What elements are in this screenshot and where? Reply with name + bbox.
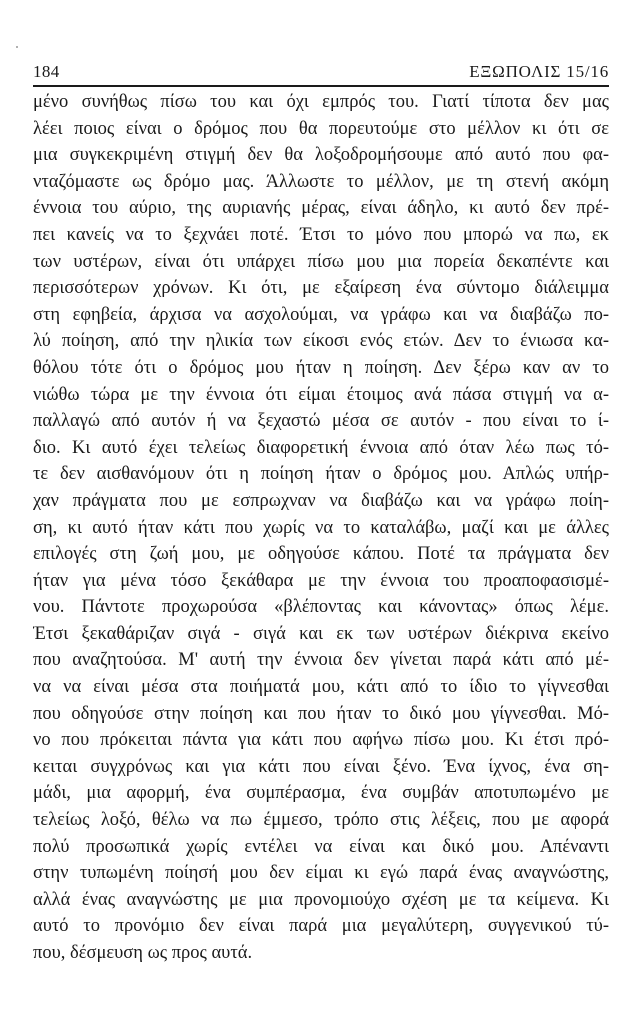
text-line: κειται συγχρόνως και για κάτι που είναι ξένο. Ένα ίχνος, ένα ση- (33, 756, 609, 777)
text-line: στην τυπωμένη ποίησή μου δεν είμαι κι εγώ παρά ένας αναγνώστης, (33, 863, 609, 884)
text-line: που αναζητούσα. Μ' αυτή την έννοια δεν γίνεται παρά κάτι από μέ- (33, 650, 609, 671)
text-line: τε δεν αισθανόμουν ότι η ποίηση ήταν ο δρόμος μου. Απλώς υπήρ- (33, 464, 609, 485)
text-line: διο. Κι αυτό έχει τελείως διαφορετική έννοια από όταν λέω πως τό- (33, 437, 609, 458)
text-line: παλλαγώ από αυτόν ή να ξεχαστώ μέσα σε αυτόν - που είναι το ί- (33, 411, 609, 432)
text-line: θόλου τότε ότι ο δρόμος μου ήταν η ποίηση. Δεν ξέρω καν αν το (33, 357, 609, 378)
page-header (33, 62, 609, 84)
text-line: νταζόμαστε ως δρόμο μας. Άλλωστε το μέλλον, με τη στενή ακόμη (33, 171, 609, 192)
text-line: νο που πρόκειται πάντα για κάτι που αφήνω πίσω μου. Κι έτσι πρό- (33, 730, 609, 751)
text-line: μια συγκεκριμένη στιγμή δεν θα λοξοδρομήσουμε από αυτό που φα- (33, 145, 609, 166)
text-line: μάδι, μια αφορμή, ένα συμπέρασμα, ένα συμβάν αποτυπωμένο με (33, 783, 609, 804)
text-line: ήταν για μένα τόσο ξεκάθαρα με την έννοια του προαποφασισμέ- (33, 570, 609, 591)
text-line: πει κανείς να το ξεχνάει ποτέ. Έτσι το μόνο που μπορώ να πω, εκ (33, 224, 609, 245)
text-line: που, δέσμευση ως προς αυτά. (33, 943, 253, 963)
text-line: που οδηγούσε στην ποίηση και που ήταν το δικό μου γίγνεσθαι. Μό- (33, 703, 609, 724)
text-line: να να είναι μέσα στα ποιήματά μου, κάτι από το ίδιο το γίγνεσθαι (33, 677, 609, 698)
text-line: των υστέρων, είναι ότι υπάρχει πίσω μου μια πορεία δεκαπέντε και (33, 251, 609, 272)
text-line: νιώθω τώρα με την έννοια ότι είμαι έτοιμος ανά πάσα στιγμή να α- (33, 384, 609, 405)
body-text (33, 89, 609, 967)
text-line: τελείως λοξό, θέλω να πω έμμεσο, τρόπο στις λέξεις, που με αφορά (33, 810, 609, 831)
text-line: αλλά ένας αναγνώστης με μια προνομιούχο σχέση με τα κείμενα. Κι (33, 889, 609, 910)
text-line: επιλογές στη ζωή μου, με οδηγούσε κάπου. Ποτέ τα πράγματα δεν (33, 544, 609, 565)
page-number: 184 (33, 62, 60, 81)
text-line: έννοια του αύριο, της αυριανής μέρας, είναι άδηλο, κι αυτό δεν πρέ- (33, 198, 609, 219)
text-line: Έτσι ξεκαθάριζαν σιγά - σιγά και εκ των υστέρων διέκρινα εκείνο (33, 623, 609, 644)
text-line: στη εφηβεία, άρχισα να ασχολούμαι, να γράφω και να διαβάζω πο- (33, 304, 609, 325)
text-line: αυτό το προνόμιο δεν είναι παρά μια μεγαλύτερη, συγγενικού τύ- (33, 916, 609, 937)
header-rule (33, 85, 609, 87)
text-line: ση, κι αυτό ήταν κάτι που χωρίς να το καταλάβω, μαζί και με άλλες (33, 517, 609, 538)
text-line: χαν πράγματα που με εσπρωχναν να διαβάζω και να γράφω ποίη- (33, 490, 609, 511)
text-line: μένο συνήθως πίσω του και όχι εμπρός του. Γιατί τίποτα δεν μας (33, 92, 609, 112)
running-title: ΕΞΩΠΟΛΙΣ 15/16 (469, 62, 609, 81)
text-line: λέει ποιος είναι ο δρόμος που θα πορευτούμε στο μέλλον κι ότι σε (33, 118, 609, 139)
text-line: περισσότερων χρόνων. Κι ότι, με εξαίρεση ένα σύντομο διάλειμμα (33, 278, 609, 299)
scan-speck (16, 46, 18, 48)
text-line: νου. Πάντοτε προχωρούσα «βλέποντας και κάνοντας» όπως λέμε. (33, 597, 609, 618)
text-line: πολύ προσωπικά χωρίς εντέλει να είναι και δικό μου. Απέναντι (33, 836, 609, 857)
text-line: λύ ποίηση, από την ηλικία των είκοσι ενός ετών. Δεν το ένιωσα κα- (33, 331, 609, 352)
